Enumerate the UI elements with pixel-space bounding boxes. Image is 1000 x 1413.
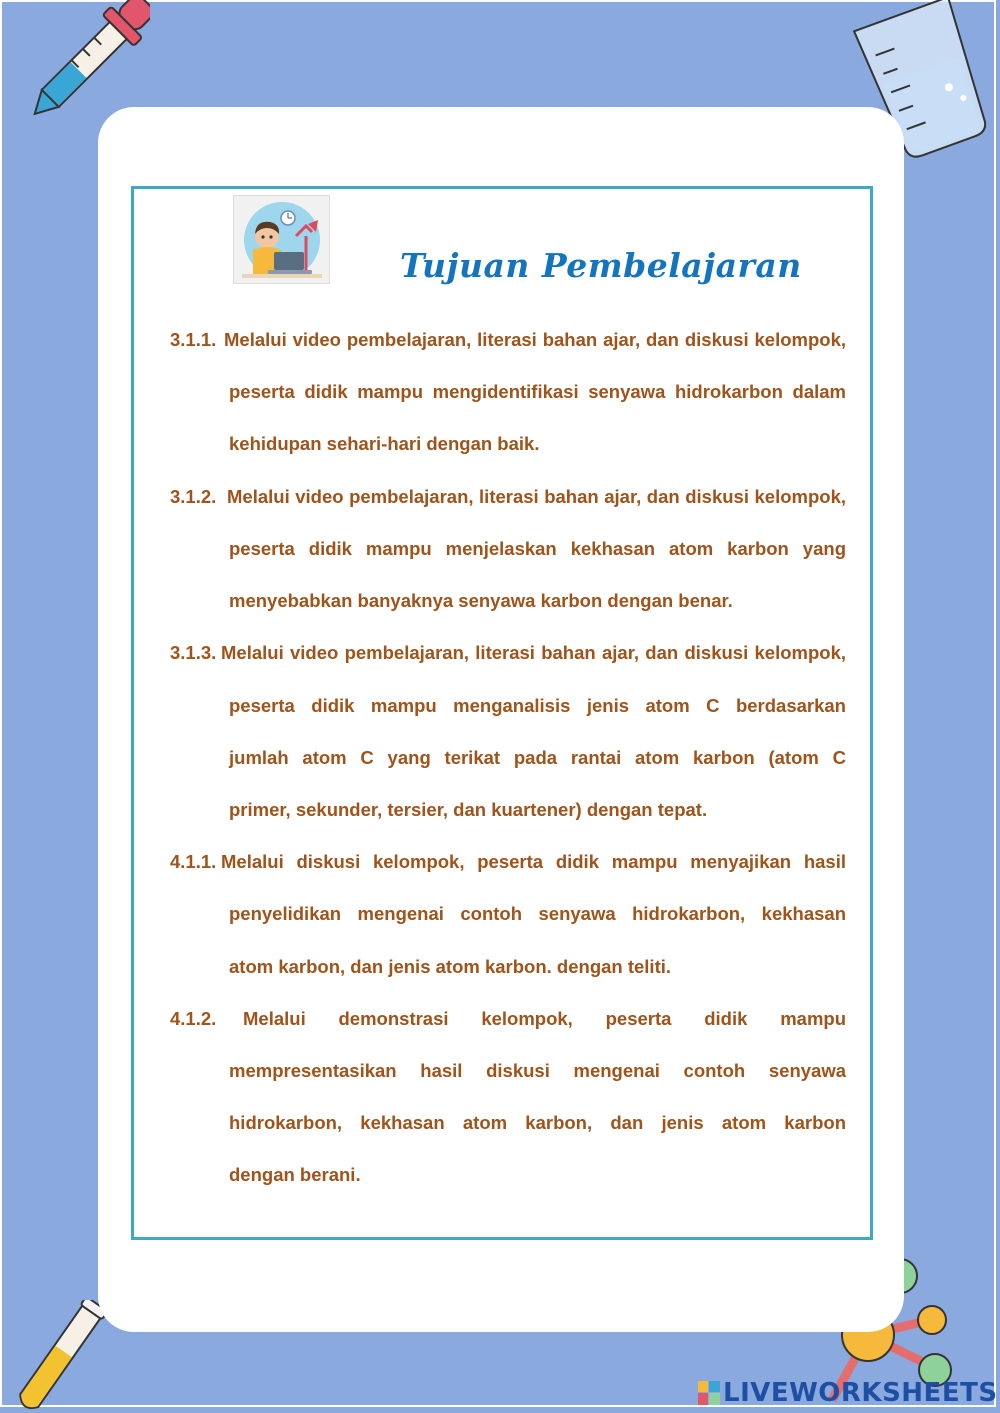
watermark-text: LIVEWORKSHEETS	[723, 1378, 998, 1408]
objective-number: 4.1.2.	[170, 1008, 217, 1029]
objective-line: Melalui diskusi kelompok, peserta didik mampu menyajikan hasil	[221, 851, 846, 872]
objective-line: mempresentasikan hasil diskusi mengenai contoh senyawa	[229, 1060, 846, 1081]
objective-line: jumlah atom C yang terikat pada rantai atom karbon (atom C	[229, 747, 846, 768]
student-avatar	[233, 195, 330, 284]
objective-line: Melalui video pembelajaran, literasi bahan ajar, dan diskusi kelompok,	[221, 642, 846, 663]
objective-line: atom karbon, dan jenis atom karbon. dengan teliti.	[229, 956, 672, 977]
objective-number: 3.1.1.	[170, 329, 217, 350]
objective-line: peserta didik mampu mengidentifikasi senyawa hidrokarbon dalam	[229, 381, 846, 402]
objective-number: 3.1.2.	[170, 486, 217, 507]
objective-line: Melalui demonstrasi kelompok, peserta didik mampu	[243, 1008, 846, 1029]
objective-line: peserta didik mampu menjelaskan kekhasan atom karbon yang	[229, 538, 846, 559]
objective-line: peserta didik mampu menganalisis jenis atom C berdasarkan	[229, 695, 846, 716]
objective-line: Melalui video pembelajaran, literasi bahan ajar, dan diskusi kelompok,	[224, 329, 846, 350]
liveworksheets-watermark	[697, 1378, 998, 1408]
objective-line: primer, sekunder, tersier, dan kuartener) dengan tepat.	[229, 799, 708, 820]
objective-line: hidrokarbon, kekhasan atom karbon, dan jenis atom karbon	[229, 1112, 846, 1133]
objective-line: kehidupan sehari-hari dengan baik.	[229, 433, 540, 454]
objective-line: penyelidikan mengenai contoh senyawa hidrokarbon, kekhasan	[229, 903, 846, 924]
objective-number: 4.1.1.	[170, 851, 217, 872]
objective-line: menyebabkan banyaknya senyawa karbon dengan benar.	[229, 590, 733, 611]
student-at-laptop-icon	[234, 196, 329, 283]
objective-number: 3.1.3.	[170, 642, 217, 663]
objective-line: dengan berani.	[229, 1164, 361, 1185]
objective-line: Melalui video pembelajaran, literasi bahan ajar, dan diskusi kelompok,	[227, 486, 846, 507]
page-title: Tujuan Pembelajaran	[400, 246, 802, 285]
test-tube-icon	[0, 1300, 110, 1410]
